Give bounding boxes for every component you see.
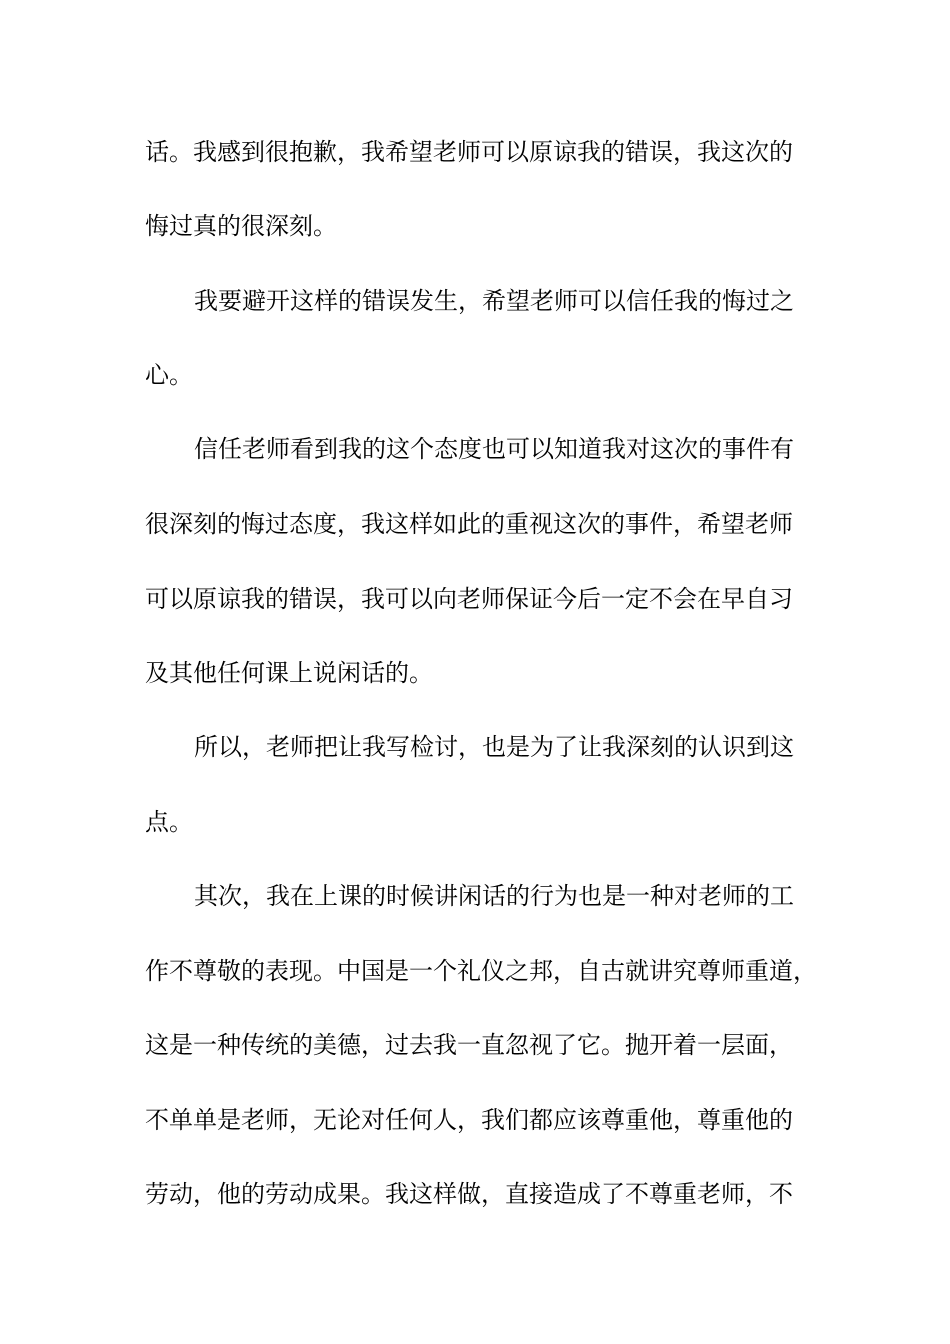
text-line: 这是一种传统的美德，过去我一直忽视了它。抛开着一层面， — [145, 1031, 793, 1059]
text-line: 作不尊敬的表现。中国是一个礼仪之邦，自古就讲究尊师重道， — [145, 957, 817, 985]
text-line: 悔过真的很深刻。 — [145, 212, 337, 240]
text-line: 及其他任何课上说闲话的。 — [145, 659, 433, 687]
paragraph-start-line: 信任老师看到我的这个态度也可以知道我对这次的事件有 — [194, 435, 794, 463]
paragraph-start-line: 其次，我在上课的时候讲闲话的行为也是一种对老师的工 — [194, 882, 794, 910]
paragraph-start-line: 所以，老师把让我写检讨，也是为了让我深刻的认识到这 — [194, 733, 794, 761]
text-line: 很深刻的悔过态度，我这样如此的重视这次的事件，希望老师 — [145, 510, 793, 538]
text-line: 点。 — [145, 808, 193, 836]
text-line: 不单单是老师，无论对任何人，我们都应该尊重他，尊重他的 — [145, 1106, 793, 1134]
text-line: 话。我感到很抱歉，我希望老师可以原谅我的错误，我这次的 — [145, 138, 793, 166]
text-line: 心。 — [145, 361, 193, 389]
text-line: 劳动，他的劳动成果。我这样做，直接造成了不尊重老师，不 — [145, 1180, 793, 1208]
paragraph-start-line: 我要避开这样的错误发生，希望老师可以信任我的悔过之 — [194, 287, 794, 315]
text-line: 可以原谅我的错误，我可以向老师保证今后一定不会在早自习 — [145, 585, 793, 613]
